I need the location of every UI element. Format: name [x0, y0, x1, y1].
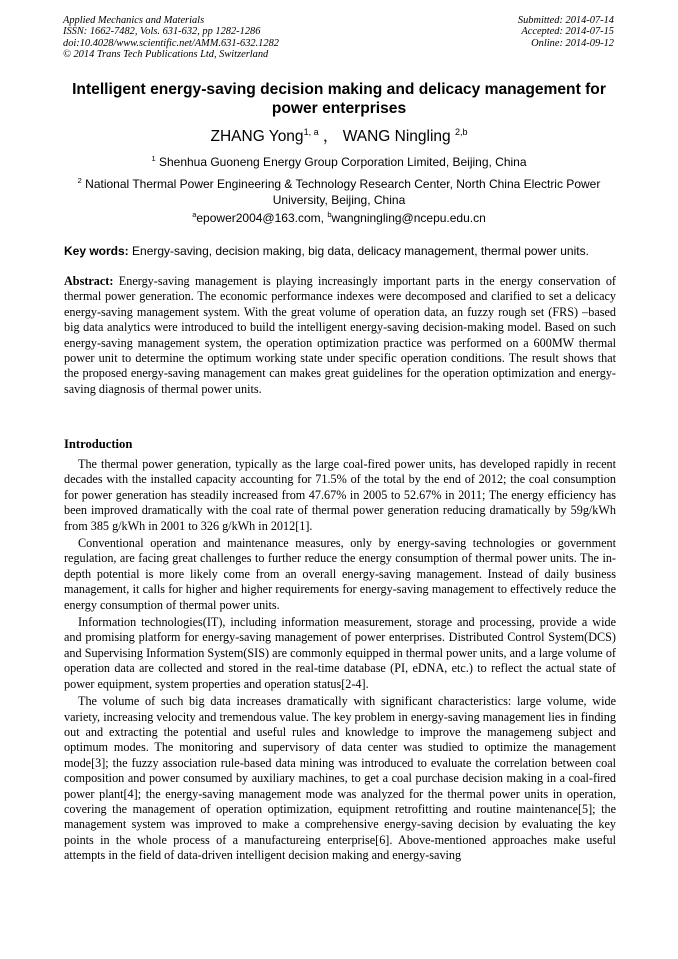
accepted-date: Accepted: 2014-07-15 [521, 26, 614, 38]
email-a[interactable]: epower2004@163.com, [196, 211, 324, 225]
author-2-name: WANG Ningling [342, 128, 451, 145]
submitted-date: Submitted: 2014-07-14 [517, 15, 614, 26]
email-b-mark: b [327, 210, 332, 219]
affiliation-1-mark: 1 [151, 154, 156, 163]
title-line-2: power enterprises [271, 100, 407, 117]
affiliation-2-line-1: National Thermal Power Engineering & Technology Research Center, North China Electric Power [85, 177, 601, 191]
keywords [64, 243, 616, 259]
affiliation-2-mark: 2 [77, 176, 82, 185]
author-list [0, 122, 678, 147]
issn-line: ISSN: 1662-7482, Vols. 631-632, pp 1282-1286 [63, 26, 261, 38]
paper-title [60, 80, 618, 118]
email-a-mark: a [192, 210, 197, 219]
author-separator: ， [318, 128, 339, 145]
intro-paragraph-3: Information technologies(IT), including information measurement, storage and processing, provide a wide and promising platform for energy-saving management of power enterprises. Distributed Control System(DCS) and Supervising Information System(SIS) are commonly equipped in thermal power units, and a large volume of operation data are collected and stored in the real-time database (PI, eDNA, etc.) to reflect the actual state of power equipment, system properties and operation status[2-4]. [64, 615, 616, 691]
journal-name: Applied Mechanics and Materials [63, 15, 205, 26]
intro-paragraph-4: The volume of such big data increases dramatically with significant characteristics: large volume, wide variety, increasing velocity and tremendous value. The key problem in energy-saving management lies in finding out and extracting the potential and useful rules and knowledge to improve the managemeng subject and optimum modes. The monitoring and supervisory of data center was studied to optimize the management mode[3]; the fuzzy association rule-based data mining was introduced to evaluate the correlation between coal composition and power consumed by auxiliary machines, to get a coal purchase decision making in a coal-fired power plant[4]; the energy-saving management mode was analyzed for the thermal power units in operation, covering the management of operation optimization, equipment retrofitting and routine maintenance[5]; the management system was improved to make a comprehensive energy-saving decision by evaluating the key points in the whole process of a manufactureing enterprise[6]. Above-mentioned approaches make useful attempts in the field of data-driven intelligent decision making and energy-saving [64, 694, 616, 863]
keywords-label: Key words: [64, 244, 129, 258]
introduction-body [64, 457, 616, 866]
publication-dates [518, 15, 614, 49]
intro-paragraph-1: The thermal power generation, typically as the large coal-fired power units, has developed rapidly in recent decades with the installed capacity accounting for 71.5% of the total by the end of 2012; the coal consumption for power generation has steadily increased from 47.67% in 2005 to 52.67% in 2011; The energy efficiency has been improved dramatically with the coal rate of thermal power generation reducing dramatically by 59g/kWh from 385 g/kWh in 2001 to 326 g/kWh in 2012[1]. [64, 457, 616, 533]
online-date: Online: 2014-09-12 [531, 37, 614, 49]
email-b[interactable]: wangningling@ncepu.edu.cn [331, 211, 486, 225]
title-line-1: Intelligent energy-saving decision making and delicacy management for [72, 81, 606, 98]
affiliation-2 [60, 173, 618, 208]
author-1-affiliation-mark: 1, a [303, 127, 319, 137]
abstract-text: Energy-saving management is playing increasingly important parts in the energy conservation of thermal power generation. The economic performance indexes were decomposed and clarified to set a delicacy energy-saving management system. With the great volume of operation data, an fuzzy rough set (FRS) –based big data analytics were introduced to build the intelligent energy-saving decision-making model. Based on such energy-saving management system, the operation optimization practice was performed on a 600MW thermal power unit to determine the optimum working state under specific operation conditions. The result shows that the proposed energy-saving management can makes great guidelines for the operation optimization and energy-saving diagnosis of thermal power units. [64, 274, 616, 396]
affiliation-2-line-2: University, Beijing, China [272, 193, 406, 207]
author-emails [60, 207, 618, 226]
journal-info [63, 15, 279, 61]
abstract [64, 274, 616, 397]
abstract-label: Abstract: [64, 274, 114, 288]
intro-paragraph-2: Conventional operation and maintenance measures, only by energy-saving technologies or government regulation, are facing great challenges to further reduce the energy consumption of thermal power units. The in-depth potential is more likely come from an overall energy-saving management. Instead of daily business management, it calls for higher and higher requirements for energy-saving management to effectively reduce the energy consumption of thermal power units. [64, 536, 616, 612]
author-2-affiliation-mark: 2,b [454, 127, 468, 137]
keywords-text: Energy-saving, decision making, big data, delicacy management, thermal power units. [132, 244, 589, 258]
author-1-name: ZHANG Yong [210, 128, 304, 145]
section-heading-introduction: Introduction [64, 437, 133, 451]
affiliation-1 [60, 151, 618, 170]
copyright-line: © 2014 Trans Tech Publications Ltd, Switzerland [63, 49, 269, 61]
affiliation-1-text: Shenhua Guoneng Energy Group Corporation Limited, Beijing, China [158, 155, 527, 169]
doi-line[interactable]: doi:10.4028/www.scientific.net/AMM.631-632.1282 [63, 37, 279, 49]
